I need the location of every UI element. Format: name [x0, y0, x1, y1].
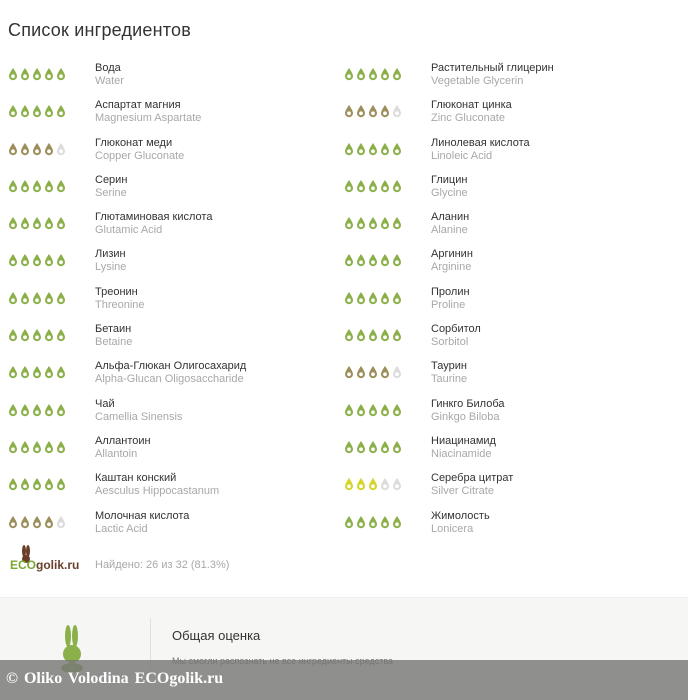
ingredient-row[interactable]	[0, 321, 330, 358]
drop-filled-icon	[56, 477, 66, 491]
drop-filled-icon	[32, 515, 42, 529]
ingredient-names	[431, 323, 481, 349]
drop-empty-icon	[56, 142, 66, 156]
drop-filled-icon	[392, 67, 402, 81]
drop-filled-icon	[392, 515, 402, 529]
drop-filled-icon	[20, 403, 30, 417]
ingredient-name-ru: Глюконат меди	[95, 136, 173, 149]
logo-text	[10, 558, 79, 572]
drop-filled-icon	[20, 142, 30, 156]
drop-filled-icon	[20, 328, 30, 342]
rating-drops	[344, 477, 402, 491]
drop-empty-icon	[380, 477, 390, 491]
ingredient-row[interactable]	[336, 321, 666, 358]
drop-filled-icon	[356, 328, 366, 342]
ingredient-name-ru: Серин	[95, 173, 128, 186]
drop-filled-icon	[356, 365, 366, 379]
ingredient-name-ru: Лизин	[95, 248, 126, 261]
drop-filled-icon	[344, 403, 354, 417]
drop-filled-icon	[380, 179, 390, 193]
rating-drops	[8, 477, 66, 491]
ingredient-list-right	[336, 60, 666, 545]
rating-drops	[8, 328, 66, 342]
drop-filled-icon	[44, 142, 54, 156]
drop-filled-icon	[32, 142, 42, 156]
drop-filled-icon	[344, 365, 354, 379]
ingredient-names	[95, 286, 145, 312]
drop-filled-icon	[44, 216, 54, 230]
ingredient-name-en: Ginkgo Biloba	[431, 410, 500, 423]
page-title: Список ингредиентов	[8, 20, 192, 40]
drop-filled-icon	[8, 216, 18, 230]
summary-title: Общая оценка	[172, 628, 261, 643]
logo-eco: ECO	[10, 558, 37, 572]
drop-empty-icon	[392, 365, 402, 379]
drop-filled-icon	[44, 440, 54, 454]
drop-filled-icon	[32, 179, 42, 193]
drop-filled-icon	[8, 179, 18, 193]
ingredient-row[interactable]	[336, 97, 666, 134]
drop-filled-icon	[380, 365, 390, 379]
drop-filled-icon	[368, 440, 378, 454]
drop-filled-icon	[368, 365, 378, 379]
drop-filled-icon	[20, 365, 30, 379]
drop-filled-icon	[344, 291, 354, 305]
drop-filled-icon	[392, 179, 402, 193]
drop-filled-icon	[56, 67, 66, 81]
drop-filled-icon	[392, 253, 402, 267]
ingredient-names	[431, 211, 469, 237]
drop-filled-icon	[20, 179, 30, 193]
drop-filled-icon	[44, 104, 54, 118]
rating-drops	[344, 179, 402, 193]
ingredient-name-ru: Альфа-Глюкан Олигосахарид	[95, 360, 247, 373]
ingredient-names	[431, 435, 496, 461]
drop-filled-icon	[356, 291, 366, 305]
ingredient-row[interactable]	[336, 135, 666, 172]
drop-filled-icon	[32, 403, 42, 417]
rating-drops	[8, 365, 66, 379]
rating-drops	[8, 440, 66, 454]
ingredient-names	[95, 99, 201, 125]
ingredient-name-en: Camellia Sinensis	[95, 410, 183, 423]
drop-filled-icon	[368, 515, 378, 529]
drop-filled-icon	[368, 328, 378, 342]
drop-filled-icon	[356, 515, 366, 529]
ingredient-name-ru: Ниацинамид	[431, 434, 496, 447]
drop-filled-icon	[56, 403, 66, 417]
drop-filled-icon	[380, 142, 390, 156]
drop-filled-icon	[8, 477, 18, 491]
ingredient-row[interactable]	[336, 60, 666, 97]
rating-drops	[344, 291, 402, 305]
ingredient-name-en: Allantoin	[95, 447, 138, 460]
drop-filled-icon	[8, 440, 18, 454]
ingredient-name-en: Lactic Acid	[95, 522, 148, 535]
ecogolik-logo[interactable]	[8, 544, 86, 576]
ingredient-name-en: Water	[95, 75, 124, 87]
ingredient-name-en: Silver Citrate	[431, 485, 494, 498]
ingredient-names	[95, 398, 182, 424]
ingredient-names	[431, 286, 470, 312]
drop-filled-icon	[8, 403, 18, 417]
drop-filled-icon	[8, 142, 18, 156]
ingredient-name-en: Lysine	[95, 261, 127, 274]
drop-filled-icon	[368, 253, 378, 267]
ingredient-names	[95, 248, 126, 274]
drop-filled-icon	[32, 477, 42, 491]
ingredient-name-ru: Вода	[95, 62, 121, 74]
drop-filled-icon	[380, 291, 390, 305]
drop-filled-icon	[368, 291, 378, 305]
rating-drops	[344, 365, 402, 379]
ingredient-name-ru: Гинкго Билоба	[431, 397, 505, 410]
ingredient-row[interactable]	[0, 508, 330, 545]
drop-filled-icon	[368, 216, 378, 230]
ingredient-row[interactable]	[0, 97, 330, 134]
ingredient-names	[95, 62, 124, 88]
ingredient-name-ru: Таурин	[431, 360, 467, 373]
drop-filled-icon	[56, 328, 66, 342]
drop-filled-icon	[44, 515, 54, 529]
ingredient-row[interactable]	[0, 135, 330, 172]
ingredient-name-ru: Серебра цитрат	[431, 472, 514, 485]
ingredient-row[interactable]	[0, 396, 330, 433]
drop-filled-icon	[344, 104, 354, 118]
drop-filled-icon	[356, 179, 366, 193]
ingredient-row[interactable]	[0, 209, 330, 246]
rating-drops	[8, 515, 66, 529]
rating-drops	[344, 216, 402, 230]
drop-empty-icon	[392, 104, 402, 118]
ingredient-names	[95, 323, 132, 349]
ingredient-name-en: Sorbitol	[431, 336, 469, 349]
drop-filled-icon	[380, 328, 390, 342]
drop-filled-icon	[344, 179, 354, 193]
drop-filled-icon	[380, 216, 390, 230]
watermark-text: © Oliko Volodina ECOgolik.ru	[6, 670, 224, 687]
rating-drops	[344, 440, 402, 454]
ingredient-names	[431, 472, 513, 498]
ingredient-name-en: Threonine	[95, 298, 145, 311]
ingredient-names	[95, 510, 189, 536]
drop-filled-icon	[32, 328, 42, 342]
drop-filled-icon	[20, 291, 30, 305]
ingredient-names	[95, 211, 212, 237]
drop-filled-icon	[380, 440, 390, 454]
drop-filled-icon	[356, 104, 366, 118]
rating-drops	[8, 253, 66, 267]
rating-drops	[8, 216, 66, 230]
drop-filled-icon	[32, 67, 42, 81]
drop-filled-icon	[344, 142, 354, 156]
ingredient-row[interactable]	[0, 172, 330, 209]
ingredient-row[interactable]	[336, 172, 666, 209]
drop-filled-icon	[356, 253, 366, 267]
drop-filled-icon	[356, 403, 366, 417]
drop-filled-icon	[8, 365, 18, 379]
drop-filled-icon	[20, 515, 30, 529]
ingredient-names	[431, 360, 467, 386]
drop-filled-icon	[344, 67, 354, 81]
drop-filled-icon	[368, 142, 378, 156]
drop-filled-icon	[368, 179, 378, 193]
drop-filled-icon	[344, 216, 354, 230]
ingredient-name-en: Copper Gluconate	[95, 149, 185, 162]
drop-filled-icon	[368, 477, 378, 491]
drop-filled-icon	[344, 477, 354, 491]
ingredient-names	[95, 174, 127, 200]
drop-filled-icon	[56, 104, 66, 118]
ingredient-name-en: Magnesium Aspartate	[95, 112, 202, 125]
drop-filled-icon	[56, 179, 66, 193]
rating-drops	[344, 104, 402, 118]
drop-filled-icon	[356, 142, 366, 156]
ingredient-name-en: Glutamic Acid	[95, 224, 163, 237]
ingredient-name-ru: Чай	[95, 397, 115, 410]
drop-filled-icon	[44, 253, 54, 267]
ingredient-names	[431, 248, 473, 274]
drop-filled-icon	[368, 403, 378, 417]
rating-drops	[8, 104, 66, 118]
ingredient-row[interactable]	[0, 284, 330, 321]
drop-empty-icon	[56, 515, 66, 529]
drop-filled-icon	[8, 515, 18, 529]
drop-filled-icon	[344, 440, 354, 454]
drop-filled-icon	[8, 67, 18, 81]
ingredient-name-ru: Жимолость	[431, 509, 490, 522]
ingredient-list-left	[0, 60, 330, 545]
drop-filled-icon	[392, 216, 402, 230]
drop-filled-icon	[56, 440, 66, 454]
found-count: Найдено: 26 из 32 (81.3%)	[95, 559, 230, 571]
ingredient-row[interactable]	[336, 358, 666, 395]
drop-filled-icon	[44, 328, 54, 342]
ingredient-name-ru: Глицин	[431, 173, 468, 186]
drop-filled-icon	[344, 328, 354, 342]
ingredient-name-ru: Сорбитол	[431, 323, 481, 336]
drop-filled-icon	[8, 253, 18, 267]
ingredient-name-ru: Бетаин	[95, 323, 132, 336]
drop-filled-icon	[356, 216, 366, 230]
ingredient-name-ru: Аргинин	[431, 248, 473, 261]
rating-drops	[8, 403, 66, 417]
ingredient-name-ru: Треонин	[95, 285, 138, 298]
drop-filled-icon	[368, 104, 378, 118]
drop-filled-icon	[44, 179, 54, 193]
rating-drops	[8, 67, 66, 81]
ingredient-names	[95, 137, 184, 163]
drop-filled-icon	[56, 216, 66, 230]
drop-filled-icon	[44, 403, 54, 417]
ingredient-name-ru: Растительный глицерин	[431, 62, 554, 74]
drop-filled-icon	[368, 67, 378, 81]
ingredient-name-en: Betaine	[95, 336, 133, 349]
drop-filled-icon	[20, 216, 30, 230]
ingredient-row[interactable]	[0, 433, 330, 470]
drop-filled-icon	[356, 67, 366, 81]
ingredient-name-en: Vegetable Glycerin	[431, 75, 524, 87]
drop-filled-icon	[56, 253, 66, 267]
ingredient-names	[431, 62, 554, 88]
drop-filled-icon	[356, 440, 366, 454]
ingredient-name-en: Proline	[431, 298, 466, 311]
ingredient-row[interactable]	[336, 433, 666, 470]
drop-empty-icon	[392, 477, 402, 491]
ingredient-names	[431, 174, 468, 200]
drop-filled-icon	[356, 477, 366, 491]
rating-drops	[344, 142, 402, 156]
drop-filled-icon	[32, 104, 42, 118]
ingredient-name-ru: Аланин	[431, 211, 470, 224]
drop-filled-icon	[44, 291, 54, 305]
drop-filled-icon	[392, 403, 402, 417]
rating-drops	[344, 328, 402, 342]
drop-filled-icon	[20, 477, 30, 491]
drop-filled-icon	[20, 440, 30, 454]
ingredient-name-en: Alanine	[431, 224, 468, 237]
drop-filled-icon	[380, 403, 390, 417]
drop-filled-icon	[392, 440, 402, 454]
ingredient-row[interactable]	[336, 246, 666, 283]
ingredient-name-en: Aesculus Hippocastanum	[95, 485, 220, 498]
ingredient-name-en: Zinc Gluconate	[431, 112, 505, 125]
ingredient-row[interactable]	[0, 246, 330, 283]
rating-drops	[344, 403, 402, 417]
drop-filled-icon	[44, 67, 54, 81]
drop-filled-icon	[20, 67, 30, 81]
drop-filled-icon	[44, 365, 54, 379]
ingredient-name-ru: Пролин	[431, 285, 470, 298]
drop-filled-icon	[8, 104, 18, 118]
drop-filled-icon	[32, 253, 42, 267]
ingredient-row[interactable]	[336, 470, 666, 507]
ingredient-name-ru: Молочная кислота	[95, 509, 190, 522]
drop-filled-icon	[380, 104, 390, 118]
drop-filled-icon	[380, 515, 390, 529]
drop-filled-icon	[8, 328, 18, 342]
drop-filled-icon	[380, 253, 390, 267]
ingredient-row[interactable]	[0, 60, 330, 97]
logo-golik: golik.ru	[36, 558, 80, 572]
ingredient-names	[95, 435, 151, 461]
ingredient-name-en: Alpha-Glucan Oligosaccharide	[95, 373, 244, 386]
ingredient-name-en: Taurine	[431, 373, 468, 386]
ingredient-name-ru: Аспартат магния	[95, 99, 181, 112]
ingredient-names	[431, 510, 490, 536]
ingredient-name-ru: Каштан конский	[95, 472, 177, 485]
drop-filled-icon	[32, 440, 42, 454]
drop-filled-icon	[8, 291, 18, 305]
drop-filled-icon	[392, 142, 402, 156]
ingredient-name-ru: Аллантоин	[95, 434, 151, 447]
rating-drops	[344, 515, 402, 529]
ingredient-name-ru: Глюконат цинка	[431, 99, 512, 112]
ingredient-name-en: Niacinamide	[431, 447, 492, 460]
drop-filled-icon	[380, 67, 390, 81]
watermark-footer	[0, 660, 688, 700]
drop-filled-icon	[32, 365, 42, 379]
drop-filled-icon	[392, 328, 402, 342]
ingredient-row[interactable]	[336, 209, 666, 246]
ingredient-row[interactable]	[336, 284, 666, 321]
drop-filled-icon	[392, 291, 402, 305]
drop-filled-icon	[32, 291, 42, 305]
ingredient-name-en: Arginine	[431, 261, 472, 274]
ingredient-names	[431, 398, 505, 424]
ingredient-names	[431, 99, 512, 125]
drop-filled-icon	[20, 253, 30, 267]
drop-filled-icon	[32, 216, 42, 230]
ingredient-names	[431, 137, 530, 163]
drop-filled-icon	[344, 253, 354, 267]
drop-filled-icon	[56, 291, 66, 305]
rating-drops	[8, 142, 66, 156]
ingredient-name-en: Lonicera	[431, 522, 474, 535]
ingredient-names	[95, 472, 219, 498]
ingredient-name-ru: Глютаминовая кислота	[95, 211, 213, 224]
rating-drops	[8, 179, 66, 193]
ingredient-row[interactable]	[336, 508, 666, 545]
ingredient-name-en: Serine	[95, 186, 127, 199]
drop-filled-icon	[44, 477, 54, 491]
rating-drops	[8, 291, 66, 305]
ingredient-name-en: Linoleic Acid	[431, 149, 493, 162]
drop-filled-icon	[344, 515, 354, 529]
ingredient-row[interactable]	[0, 470, 330, 507]
drop-filled-icon	[56, 365, 66, 379]
rating-drops	[344, 67, 402, 81]
rating-drops	[344, 253, 402, 267]
ingredient-row[interactable]	[336, 396, 666, 433]
drop-filled-icon	[20, 104, 30, 118]
ingredient-names	[95, 360, 246, 386]
ingredient-name-en: Glycine	[431, 186, 468, 199]
ingredient-name-ru: Линолевая кислота	[431, 136, 530, 149]
ingredient-row[interactable]	[0, 358, 330, 395]
